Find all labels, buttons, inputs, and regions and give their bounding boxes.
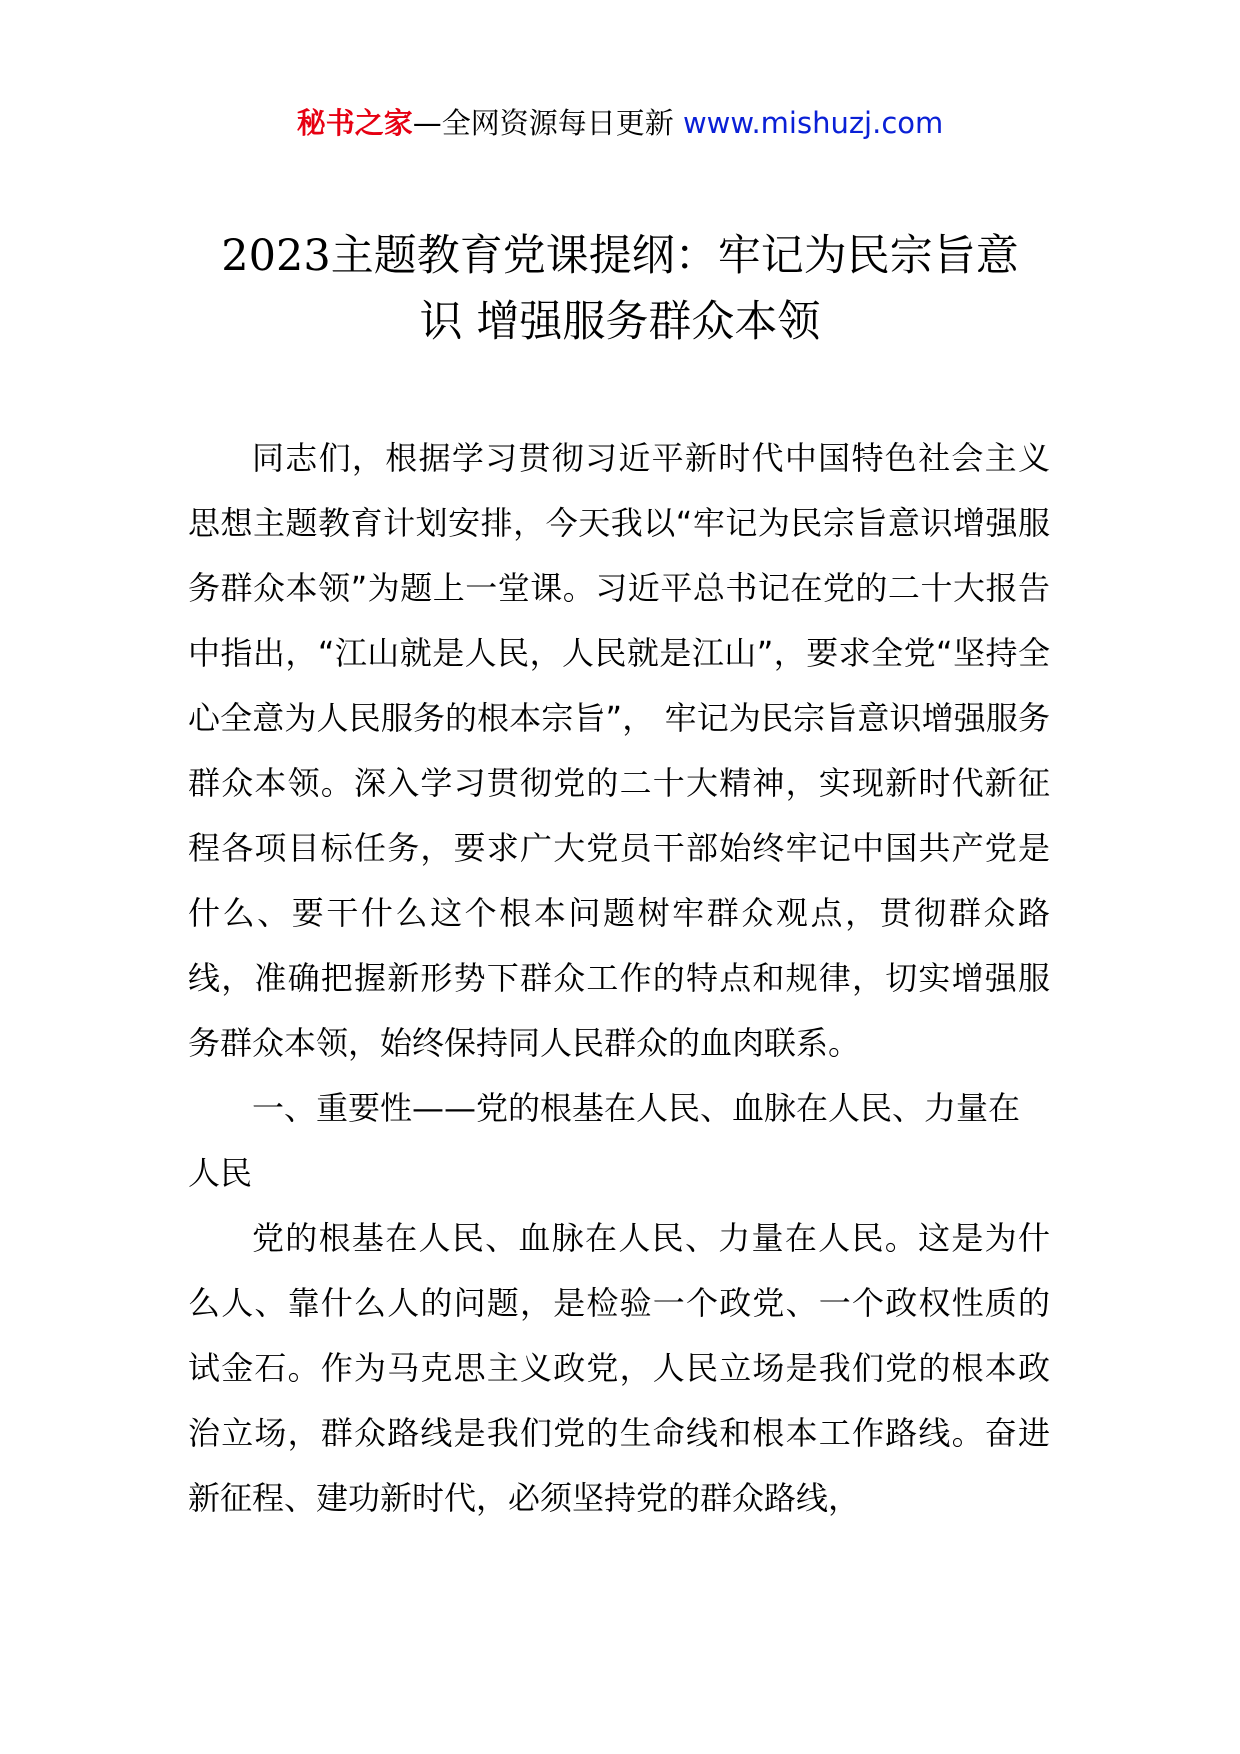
title-year: 2023 xyxy=(221,231,331,281)
section-1-paragraph: 党的根基在人民、血脉在人民、力量在人民。这是为什么人、靠什么人的问题，是检验一个政党、一个政权性质的试金石。作为马克思主义政党，人民立场是我们党的根本政治立场，群众路线是我们党的生命线和根本工作路线。奋进新征程、建功新时代，必须坚持党的群众路线， xyxy=(188,1219,1050,1517)
section-1-heading: 一、重要性——党的根基在人民、血脉在人民、力量在人民 xyxy=(188,1089,1021,1192)
document-title xyxy=(160,223,1080,355)
site-brand: 秘书之家 xyxy=(296,106,413,140)
site-slogan: —全网资源每日更新 xyxy=(412,106,683,140)
title-line-1-text: 主题教育党课提纲：牢记为民宗旨意 xyxy=(330,231,1019,281)
intro-paragraph: 同志们，根据学习贯彻习近平新时代中国特色社会主义思想主题教育计划安排，今天我以“牢记为民宗旨意识增强服务群众本领”为题上一堂课。习近平总书记在党的二十大报告中指出，“江山就是人民，人民就是江山”，要求全党“坚持全心全意为人民服务的根本宗旨”， 牢记为民宗旨意识增强服务群众本领。深入学习贯彻党的二十大精神，实现新时代新征程各项目标任务，要求广大党员干部始终牢记中国共产党是什么、要干什么这个根本问题树牢群众观点，贯彻群众路线，准确把握新形势下群众工作的特点和规律，切实增强服务群众本领，始终保持同人民群众的血肉联系。 xyxy=(188,439,1050,1062)
document-body xyxy=(188,426,1050,1531)
title-line-1 xyxy=(160,223,1080,289)
site-url-link[interactable]: www.mishuzj.com xyxy=(682,106,944,140)
title-line-2: 识 增强服务群众本领 xyxy=(419,297,821,347)
site-banner xyxy=(0,103,1240,143)
